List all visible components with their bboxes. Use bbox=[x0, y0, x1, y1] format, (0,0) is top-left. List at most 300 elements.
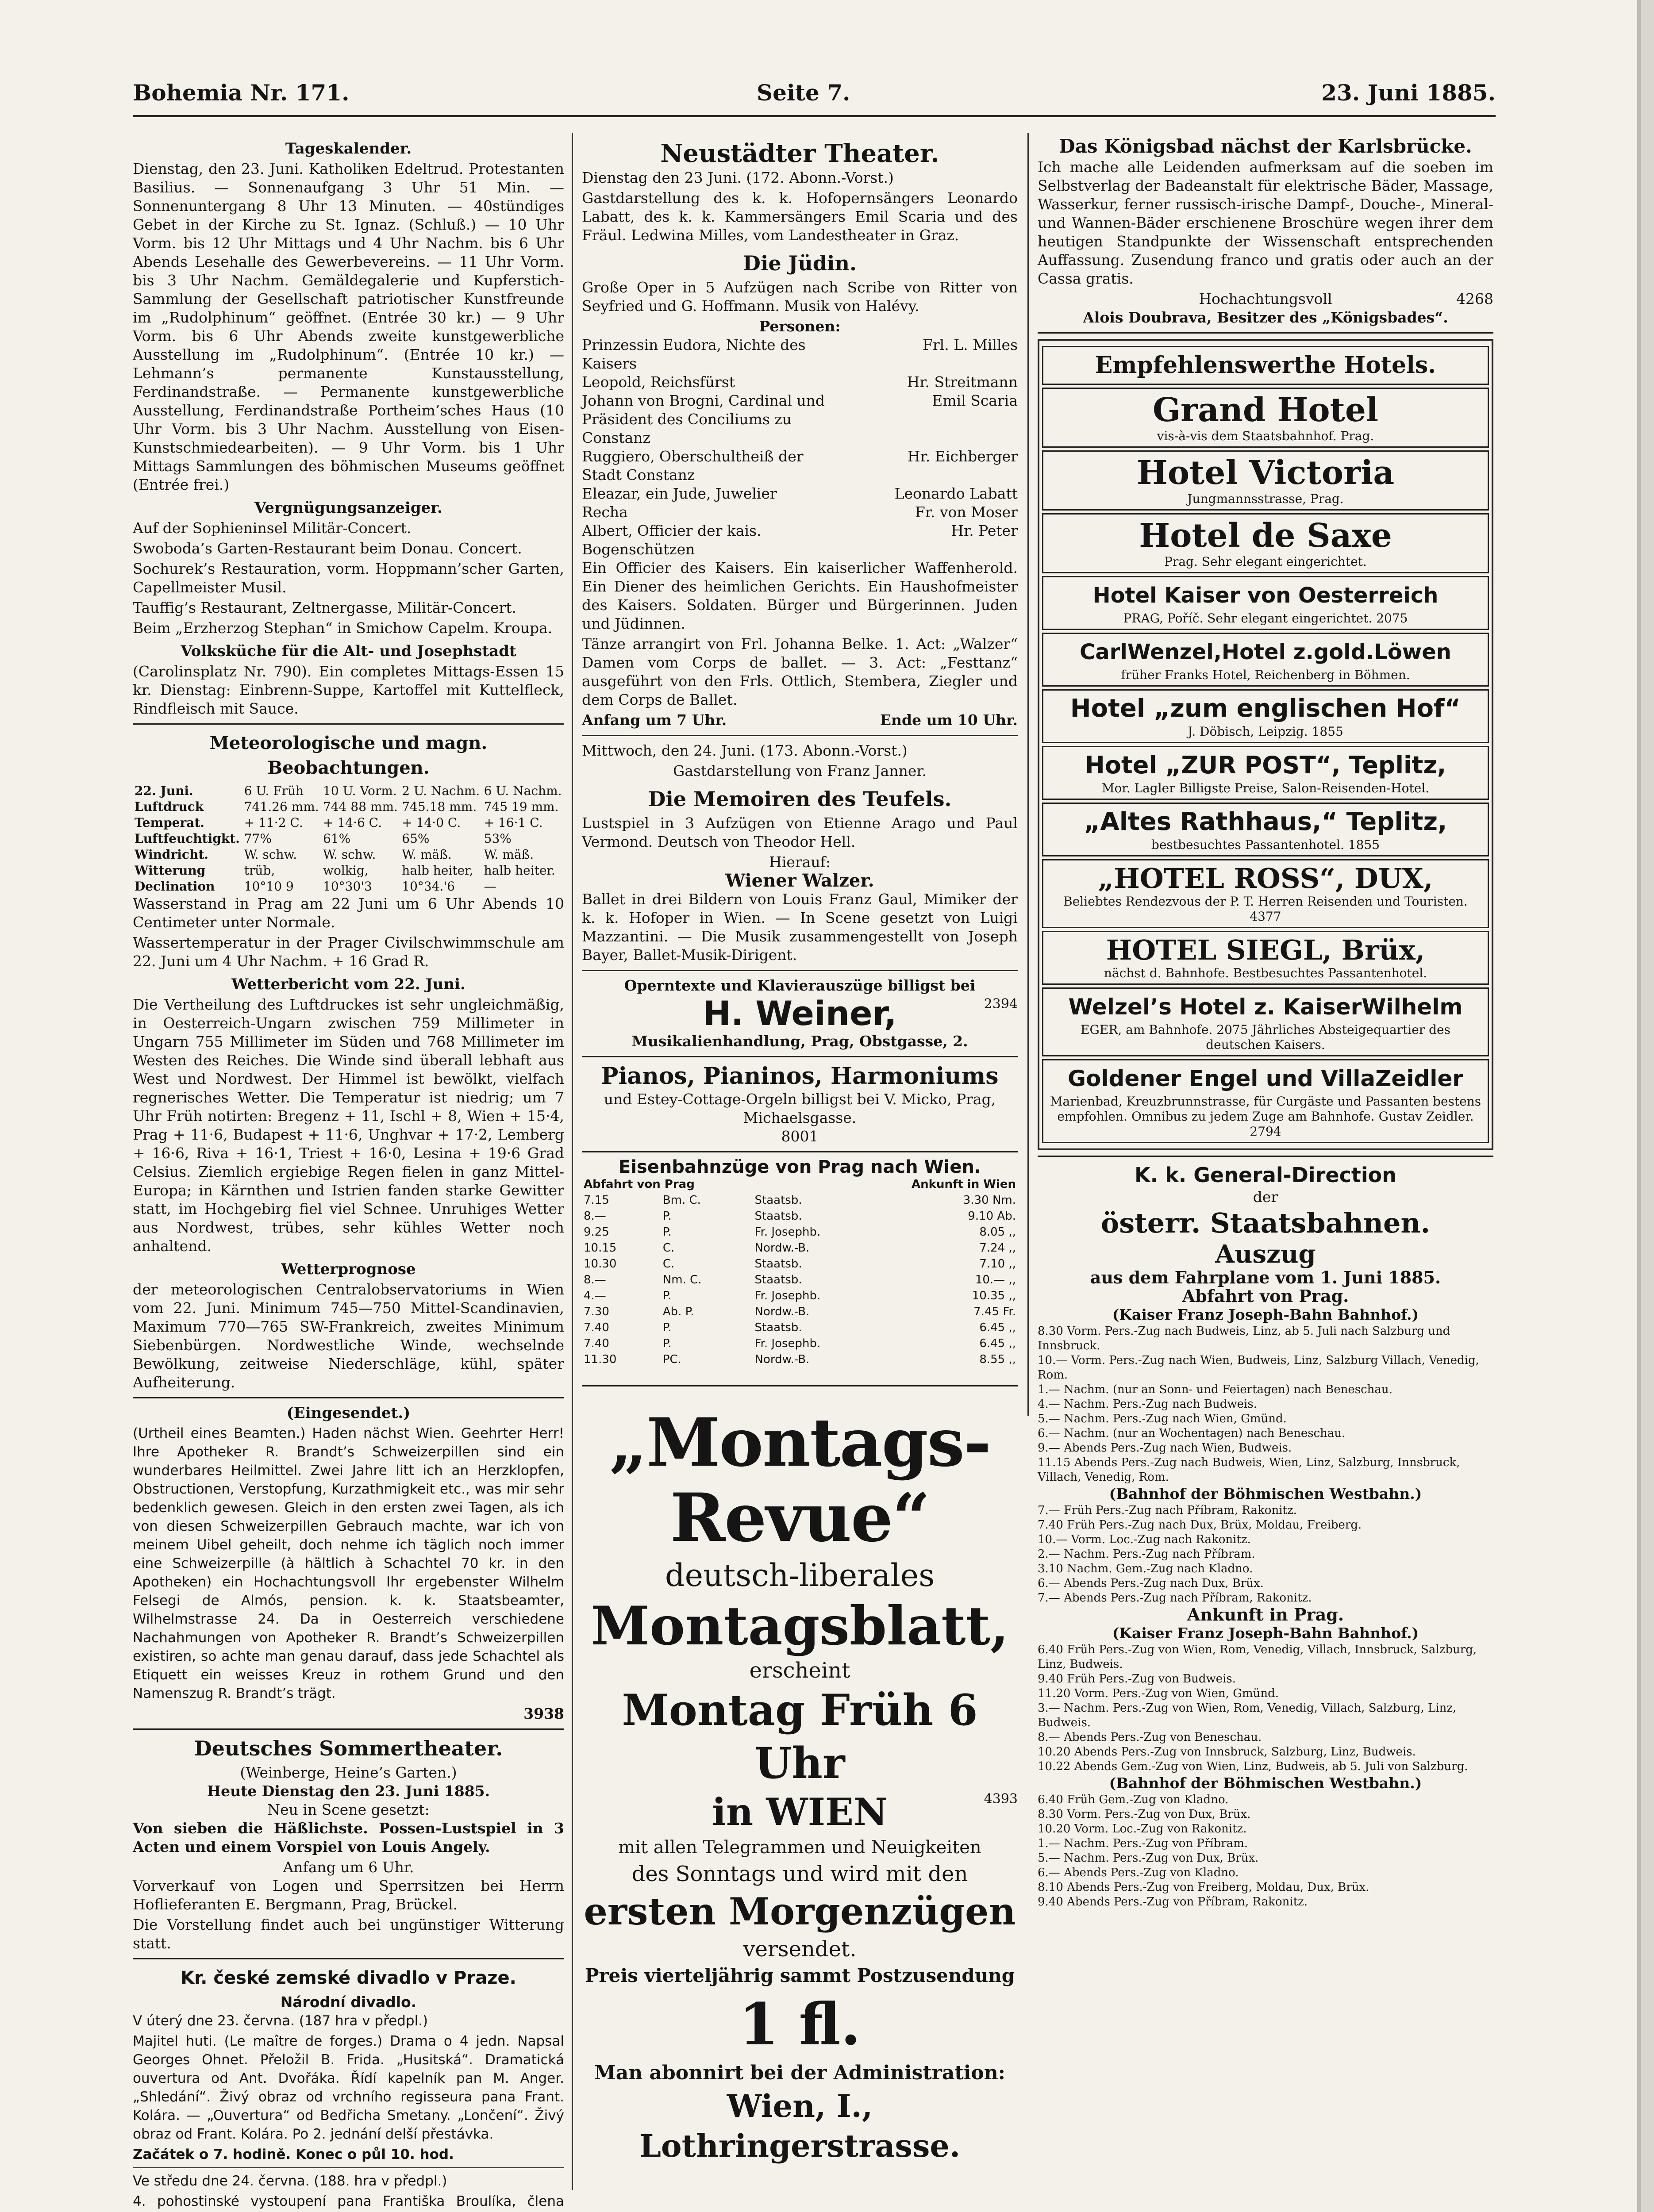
mr-addr: Wien, I., Lothringerstrasse. bbox=[639, 2088, 961, 2164]
meteo-cell: halb heiter. bbox=[484, 863, 555, 878]
weiner-line: Operntexte und Klavierauszüge billigst bei bbox=[624, 977, 976, 994]
eisenbahn-cell: Ab. P. bbox=[662, 1305, 694, 1318]
table-row bbox=[582, 1224, 1018, 1240]
list-item: 10.20 Abends Pers.-Zug von Innsbruck, Salzburg, Linz, Budweis. bbox=[1038, 1745, 1416, 1759]
montags-revue-ad bbox=[582, 1392, 1018, 2166]
koenigsbad-sig-row bbox=[1038, 290, 1493, 308]
hotel-name: Welzel’s Hotel z. KaiserWilhelm bbox=[1068, 994, 1463, 1020]
hotel-ad bbox=[1042, 987, 1489, 1056]
cast-actor: Emil Scaria bbox=[932, 392, 1018, 409]
koenigsbad-owner: Alois Doubrava, Besitzer des „Königsbades“. bbox=[1083, 309, 1448, 326]
hotel-ad bbox=[1042, 689, 1489, 743]
cast-row bbox=[582, 503, 1018, 522]
anfang-ende bbox=[582, 711, 1018, 730]
hotel-sub: früher Franks Hotel, Reichenberg in Böhmen. bbox=[1121, 668, 1410, 682]
header-right: 23. Juni 1885. bbox=[1321, 80, 1496, 106]
gd-bwb-list bbox=[1038, 1503, 1493, 1605]
meteo-cell: Declination bbox=[135, 879, 215, 894]
hotel-name: Hotel „ZUR POST“, Teplitz, bbox=[1085, 751, 1446, 779]
eisenbahn-cell: 9.25 bbox=[584, 1225, 609, 1239]
table-row bbox=[582, 1352, 1018, 1367]
table-row bbox=[133, 831, 564, 847]
hotel-sub: Beliebtes Rendezvous der P. T. Herren Reisenden und Touristen. 4377 bbox=[1063, 894, 1468, 924]
hotel-ad bbox=[1042, 633, 1489, 687]
cast-more: Ein Officier des Kaisers. Ein kaiserlicher Waffenherold. Ein Diener des heimlichen Gerichts. Ein Haushofmeister des Kaisers. Soldaten. Bürger und Bürgerinnen. Juden und Jüdinnen. bbox=[582, 559, 1018, 632]
hotel-name: HOTEL SIEGL, Brüx, bbox=[1106, 935, 1425, 966]
gd-oesterr: österr. Staatsbahnen. bbox=[1100, 1207, 1431, 1239]
sommertheater-vorverkauf: Vorverkauf von Logen und Sperrsitzen bei Herrn Hoflieferanten E. Bergmann, Prag, Brückel. bbox=[133, 1877, 564, 1913]
wetterprognose-text: der meteorologischen Centralobservatoriums in Wien vom 22. Juni. Minimum 745—750 Mittel-Scandinavien, Maximum 770—765 SW-Frankreich, zweites Minimum Siebenbürgen. Nordwestliche Winde, wechselnde Bewölkung, zeitweise Niederschläge, kühl, später Aufheiterung. bbox=[133, 1281, 564, 1391]
vergnuegung-item: Tauffig’s Restaurant, Zeltnergasse, Militär-Concert. bbox=[133, 599, 517, 616]
hotels-box bbox=[1038, 339, 1493, 1150]
eisenbahn-cell: 6.45 ,, bbox=[979, 1321, 1016, 1334]
list-item: 6.40 Früh Pers.-Zug von Wien, Rom, Venedig, Villach, Innsbruck, Salzburg, Linz, Budweis. bbox=[1038, 1643, 1477, 1671]
list-item: 7.40 Früh Pers.-Zug nach Dux, Brüx, Moldau, Freiberg. bbox=[1038, 1518, 1362, 1532]
koenigsbad-num: 4268 bbox=[1456, 290, 1493, 307]
meteo-cell: 77% bbox=[244, 831, 272, 846]
eingesendet-num: 3938 bbox=[523, 1705, 564, 1722]
cast-role: Leopold, Reichsfürst bbox=[582, 373, 735, 391]
cast-actor: Hr. Eichberger bbox=[907, 448, 1018, 465]
page-edge-shadow bbox=[1637, 0, 1641, 2212]
eisenbahn-cell: Nordw.-B. bbox=[754, 1353, 810, 1366]
hierauf: Hierauf: bbox=[769, 853, 831, 871]
eisenbahn-cell: 9.10 Ab. bbox=[968, 1210, 1016, 1223]
divider bbox=[582, 1151, 1018, 1152]
hotel-ad bbox=[1042, 931, 1489, 985]
list-item: 8.30 Vorm. Pers.-Zug nach Budweis, Linz, ab 5. Juli nach Salzburg und Innsbruck. bbox=[1038, 1325, 1450, 1352]
list-item: 8.10 Abends Pers.-Zug von Freiberg, Moldau, Dux, Brüx. bbox=[1038, 1881, 1369, 1894]
wetterprognose-title: Wetterprognose bbox=[281, 1260, 416, 1278]
meteo-cell: 744 88 mm. bbox=[323, 799, 398, 814]
meteo-cell: Temperat. bbox=[135, 815, 205, 830]
eisenbahn-cell: 7.15 bbox=[584, 1194, 609, 1207]
list-item: 5.— Nachm. Pers.-Zug nach Wien, Gmünd. bbox=[1038, 1412, 1287, 1425]
header-left: Bohemia Nr. 171. bbox=[133, 80, 350, 106]
hotel-ad bbox=[1042, 513, 1489, 573]
hotel-name: „HOTEL ROSS“, DUX, bbox=[1098, 863, 1433, 894]
hotel-sub: EGER, am Bahnhofe. 2075 Jährliches Absteigequartier des deutschen Kaisers. bbox=[1081, 1022, 1450, 1052]
page-edge bbox=[1641, 0, 1654, 2212]
hotel-sub: nächst d. Bahnhofe. Bestbesuchtes Passantenhotel. bbox=[1104, 966, 1427, 980]
table-row bbox=[582, 1336, 1018, 1352]
gd-kfj: (Kaiser Franz Joseph-Bahn Bahnhof.) bbox=[1112, 1306, 1419, 1323]
mr-zuegen: ersten Morgenzügen bbox=[584, 1889, 1016, 1933]
eisenbahn-cell: 10.30 bbox=[584, 1257, 617, 1271]
eingesendet-text: (Urtheil eines Beamten.) Haden nächst Wien. Geehrter Herr! Ihre Apotheker R. Brandt’s Schweizerpillen sind ein wunderbares Heilmittel. Zwei Jahre litt ich an Herzklopfen, Obstructionen, Verstopfung, Kurzathmigkeit etc., was mir sehr bedenklich gewesen. Gleich in den ersten zwei Tagen, als ich von diesen Schweizerpillen Gebrauch machte, war ich von meinem Uibel geheilt, doch nehme ich täglich noch immer eine Schweizerpille (à hältlich à Schachtel 70 kr. in den Apotheken) ein Hochachtungsvoll Ihr ergebenster Wilhelm Felsegi de Almós, pension. k. k. Staatsbeamter, Wilhelmstrasse 24. Da in Oesterreich verschiedene Nachahmungen von Apotheker R. Brandt’s Schweizerpillen existiren, so achte man genau darauf, dass jede Schachtel als Etiquett ein weisses Kreuz in rothem Grund und den Namenszug R. Brandt’s trägt. bbox=[133, 1425, 564, 1701]
cast-role: Eleazar, ein Jude, Juwelier bbox=[582, 485, 777, 502]
list-item: 10.— Vorm. Loc.-Zug nach Rakonitz. bbox=[1038, 1533, 1251, 1546]
hotel-name: Grand Hotel bbox=[1152, 392, 1379, 429]
meteo-header-row bbox=[133, 783, 564, 799]
meteo-cell: 61% bbox=[323, 831, 351, 846]
sommertheater-note: Die Vorstellung findet auch bei ungünstiger Witterung statt. bbox=[133, 1916, 564, 1952]
cast-role: Prinzessin Eudora, Nichte des Kaisers bbox=[582, 336, 806, 372]
column-2 bbox=[582, 135, 1018, 2166]
eisenbahn-cell: P. bbox=[662, 1289, 672, 1302]
sommertheater-sub: (Weinberge, Heine’s Garten.) bbox=[240, 1764, 457, 1781]
neustadt-text: Gastdarstellung des k. k. Hofopernsängers Leonardo Labatt, des k. k. Kammersängers Emil Scaria und des Fräul. Ledwina Milles, vom Landestheater in Graz. bbox=[582, 189, 1018, 244]
eisenbahn-cell: Staatsb. bbox=[754, 1321, 802, 1334]
meteo-cell: Windricht. bbox=[135, 847, 209, 862]
meteo-cell: 10°10 9 bbox=[244, 879, 294, 894]
gd-abfahrt: Abfahrt von Prag. bbox=[1182, 1286, 1349, 1306]
sommertheater-date: Heute Dienstag den 23. Juni 1885. bbox=[207, 1782, 490, 1800]
weiner-addr: Musikalienhandlung, Prag, Obstgasse, 2. bbox=[631, 1033, 968, 1050]
meteo-cell: W. schw. bbox=[323, 847, 376, 862]
meteo-cell: 741.26 mm. bbox=[244, 799, 319, 814]
list-item: 2.— Nachm. Pers.-Zug nach Příbram. bbox=[1038, 1548, 1255, 1561]
eisenbahn-cell: 7.40 bbox=[584, 1321, 609, 1334]
eisenbahn-cell: 8.— bbox=[584, 1273, 606, 1286]
table-row bbox=[582, 1192, 1018, 1208]
eisenbahn-cell: 7.10 ,, bbox=[979, 1257, 1016, 1271]
hotel-name: Hotel Kaiser von Oesterreich bbox=[1092, 583, 1439, 608]
koenigsbad-title: Das Königsbad nächst der Karlsbrücke. bbox=[1059, 135, 1472, 157]
pianos-title: Pianos, Pianinos, Harmoniums bbox=[601, 1063, 999, 1090]
hotel-sub: vis-à-vis dem Staatsbahnhof. Prag. bbox=[1157, 429, 1374, 443]
gd-ank-list bbox=[1038, 1643, 1493, 1774]
cast-actor: Frl. L. Milles bbox=[922, 336, 1018, 353]
divider bbox=[582, 1056, 1018, 1057]
list-item: 7.— Früh Pers.-Zug nach Příbram, Rakonitz. bbox=[1038, 1504, 1297, 1517]
mr-preis: Preis vierteljährig sammt Postzusendung bbox=[585, 1965, 1015, 1986]
eisenbahn-cell: 3.30 Nm. bbox=[963, 1194, 1016, 1207]
gd-der: der bbox=[1253, 1188, 1278, 1206]
divider bbox=[582, 735, 1018, 736]
meteo-cell: + 11·2 C. bbox=[244, 815, 303, 830]
eisenbahn-cell: C. bbox=[662, 1257, 675, 1271]
czech-line2: Ve středu dne 24. června. (188. hra v předpl.) bbox=[133, 2173, 447, 2189]
meteo-cell: 10°34.'6 bbox=[402, 879, 455, 894]
meteo-cell: trüb, bbox=[244, 863, 275, 878]
mr-abonniert: Man abonnirt bei der Administration: bbox=[594, 2062, 1005, 2084]
divider bbox=[582, 1385, 1018, 1386]
eisenbahn-cell: 7.40 bbox=[584, 1337, 609, 1350]
wassertemp: Wassertemperatur in der Prager Civilschwimmschule am 22. Juni um 4 Uhr Nachm. + 16 Grad R. bbox=[133, 934, 564, 970]
gd-ankunft: Ankunft in Prag. bbox=[1187, 1605, 1344, 1624]
eisenbahn-cell: Fr. Josephb. bbox=[754, 1289, 821, 1302]
mr-erscheint: erscheint bbox=[749, 1658, 850, 1683]
czech-theatre-sub: Národní divadlo. bbox=[280, 1993, 417, 2011]
juedin-title: Die Jüdin. bbox=[743, 251, 857, 275]
meteo-header-cell: 6 U. Früh bbox=[244, 783, 304, 798]
table-row bbox=[582, 1272, 1018, 1288]
mr-sonntags: des Sonntags und wird mit den bbox=[631, 1862, 968, 1886]
hotel-ad bbox=[1042, 859, 1489, 928]
eisenbahn-cell: 7.30 bbox=[584, 1305, 609, 1318]
eisenbahn-header-cell: Ankunft in Wien bbox=[912, 1178, 1016, 1191]
meteo-table bbox=[133, 783, 564, 895]
meteo-cell: 53% bbox=[484, 831, 512, 846]
weiner-name: H. Weiner, bbox=[703, 994, 897, 1033]
cast-role: Ruggiero, Oberschultheiß der Stadt Constanz bbox=[582, 448, 804, 484]
cast-actor: Leonardo Labatt bbox=[894, 485, 1018, 502]
lustspiel-text: Lustspiel in 3 Aufzügen von Etienne Arago und Paul Vermond. Deutsch von Theodor Hell. bbox=[582, 814, 1018, 850]
hotel-name: Hotel „zum englischen Hof“ bbox=[1070, 694, 1461, 723]
eisenbahn-cell: 10.15 bbox=[584, 1241, 617, 1255]
mr-versendet: versendet. bbox=[743, 1937, 857, 1962]
hotel-sub: Mor. Lagler Billigste Preise, Salon-Reisenden-Hotel. bbox=[1101, 781, 1430, 795]
cast-role: Johann von Brogni, Cardinal und Präsident des Conciliums zu Constanz bbox=[582, 392, 825, 446]
meteo-cell: wolkig, bbox=[323, 863, 369, 878]
eisenbahn-cell: Nordw.-B. bbox=[754, 1305, 810, 1318]
ballet-text: Ballet in drei Bildern von Louis Franz Gaul, Mimiker der k. k. Hofoper in Wien. — In Scene gesetzt von Luigi Mazzantini. — Die Musik zusammengestellt von Joseph Bayer, Ballet-Musik-Dirigent. bbox=[582, 891, 1018, 964]
ende: Ende um 10 Uhr. bbox=[880, 711, 1018, 729]
cast-actor: Hr. Peter bbox=[951, 522, 1018, 539]
list-item: 11.15 Abends Pers.-Zug nach Budweis, Wien, Linz, Salzburg, Innsbruck, Villach, Venedig, Rom. bbox=[1038, 1456, 1460, 1484]
hotel-ad bbox=[1042, 746, 1489, 800]
sommertheater-neu: Neu in Scene gesetzt: bbox=[267, 1801, 430, 1818]
mr-num: 4393 bbox=[984, 1791, 1018, 1807]
divider bbox=[133, 2167, 564, 2168]
list-item: 3.10 Nachm. Gem.-Zug nach Kladno. bbox=[1038, 1562, 1253, 1575]
list-item: 9.40 Abends Pers.-Zug von Příbram, Rakonitz. bbox=[1038, 1895, 1308, 1909]
list-item: 5.— Nachm. Pers.-Zug von Dux, Brüx. bbox=[1038, 1851, 1259, 1865]
weiner-row bbox=[582, 995, 1018, 1032]
hotel-ad bbox=[1042, 450, 1489, 511]
eisenbahn-cell: Staatsb. bbox=[754, 1273, 802, 1286]
list-item: 10.20 Vorm. Loc.-Zug von Rakonitz. bbox=[1038, 1822, 1247, 1836]
mr-wien: in WIEN bbox=[712, 1790, 888, 1834]
mr-deutsch: deutsch-liberales bbox=[665, 1557, 935, 1594]
sommertheater-play: Von sieben die Häßlichste. Possen-Lustspiel in 3 Acten und einem Vorspiel von Louis Angely. bbox=[133, 1820, 564, 1855]
eisenbahn-cell: Staatsb. bbox=[754, 1257, 802, 1271]
meteo-cell: W. mäß. bbox=[484, 847, 534, 862]
personen-title: Personen: bbox=[759, 318, 841, 335]
table-row bbox=[133, 815, 564, 831]
vergnuegung-item: Auf der Sophieninsel Militär-Concert. bbox=[133, 519, 412, 537]
pianos-text: und Estey-Cottage-Orgeln billigst bei V. Micko, Prag, Michaelsgasse. bbox=[604, 1091, 996, 1126]
cast-row bbox=[582, 447, 1018, 484]
tageskalender-text: Dienstag, den 23. Juni. Katholiken Edeltrud. Protestanten Basilius. — Sonnenaufgang 3 Uhr 51 Min. — Sonnenuntergang 8 Uhr 13 Minuten. — 40stündiges Gebet in der Kirche zu St. Ignaz. (Schluß.) — 10 Uhr Vorm. bis 12 Uhr Mittags und 4 Uhr Nachm. bis 6 Uhr Abends Lesehalle des Gewerbevereins. — 11 Uhr Vorm. bis 3 Uhr Nachm. Gemäldegalerie und Kupferstich-Sammlung der Gesellschaft patriotischer Kunstfreunde im „Rudolphinum“ geöffnet. (Entrée 30 kr.) — 9 Uhr Vorm. bis 6 Uhr Abends zweite kunstgewerbliche Ausstellung im „Rudolphinum“. (Entrée 10 kr.) — Lehmann’s permanente Kunstausstellung, Ferdinandstraße. — Permanente kunstgewerbliche Ausstellung, Ferdinandstraße Portheim’sches Haus (10 Uhr Vorm. bis 3 Uhr Nachm. Ausstellung von Eisen-Kunstschmiedearbeiten). — 9 Uhr Vorm. bis 1 Uhr Mittags Sammlungen des böhmischen Museums geöffnet (Entrée frei.) bbox=[133, 160, 564, 493]
table-row bbox=[582, 1208, 1018, 1224]
vergnuegung-item: Beim „Erzherzog Stephan“ in Smichow Capelm. Kroupa. bbox=[133, 619, 553, 637]
cast-row bbox=[582, 392, 1018, 447]
meteo-cell: — bbox=[484, 879, 496, 894]
gd-kfj-list bbox=[1038, 1324, 1493, 1485]
meteo-header-cell: 10 U. Vorm. bbox=[323, 783, 397, 798]
eisenbahn-cell: P. bbox=[662, 1210, 672, 1223]
meteo-cell: Luftdruck bbox=[135, 799, 204, 814]
list-item: 1.— Nachm. (nur an Sonn- und Feiertagen) nach Beneschau. bbox=[1038, 1383, 1392, 1396]
list-item: 10.22 Abends Gem.-Zug von Wien, Linz, Budweis, ab 5. Juli von Salzburg. bbox=[1038, 1760, 1468, 1773]
header-center: Seite 7. bbox=[757, 80, 850, 106]
gd-bwb: (Bahnhof der Böhmischen Westbahn.) bbox=[1109, 1485, 1422, 1502]
vergnuegung-item: Swoboda’s Garten-Restaurant beim Donau. Concert. bbox=[133, 540, 522, 557]
meteo-cell: halb heiter, bbox=[402, 863, 473, 878]
eisenbahn-cell: P. bbox=[662, 1321, 672, 1334]
cast-role: Recha bbox=[582, 503, 628, 521]
eisenbahn-cell: C. bbox=[662, 1241, 675, 1255]
vergnuegung-title: Vergnügungsanzeiger. bbox=[254, 499, 442, 517]
column-1 bbox=[133, 135, 564, 2212]
hotel-name: Hotel de Saxe bbox=[1139, 517, 1392, 554]
tageskalender-title: Tageskalender. bbox=[285, 140, 412, 157]
hotels-title: Empfehlenswerthe Hotels. bbox=[1095, 352, 1436, 379]
pianos-num: 8001 bbox=[781, 1128, 819, 1145]
list-item: 3.— Nachm. Pers.-Zug von Wien, Rom, Venedig, Villach, Salzburg, Linz, Budweis. bbox=[1038, 1701, 1457, 1729]
eisenbahn-cell: Nm. C. bbox=[662, 1273, 702, 1286]
list-item: 8.30 Vorm. Pers.-Zug von Dux, Brüx. bbox=[1038, 1808, 1251, 1821]
meteo-cell: 745.18 mm. bbox=[402, 799, 477, 814]
cast-actor: Hr. Streitmann bbox=[907, 373, 1018, 391]
sommertheater-title: Deutsches Sommertheater. bbox=[194, 1736, 503, 1760]
page-header bbox=[133, 80, 1496, 117]
czech-line1: V úterý dne 23. června. (187 hra v předpl.) bbox=[133, 2013, 428, 2029]
table-row bbox=[133, 799, 564, 815]
list-item: 9.40 Früh Pers.-Zug von Budweis. bbox=[1038, 1672, 1236, 1686]
hotels-title-box bbox=[1042, 346, 1489, 385]
hotel-sub: Marienbad, Kreuzbrunnstrasse, für Curgäste und Passanten bestens empfohlen. Omnibus zu jedem Zuge am Bahnhofe. Gustav Zeidler. 2794 bbox=[1050, 1094, 1481, 1139]
table-row bbox=[582, 1304, 1018, 1320]
list-item: 6.40 Früh Gem.-Zug von Kladno. bbox=[1038, 1793, 1229, 1806]
meteo-cell: + 14·0 C. bbox=[402, 815, 461, 830]
gd-auszug: Auszug bbox=[1215, 1240, 1316, 1269]
eisenbahn-header-cell: Abfahrt von Prag bbox=[584, 1178, 695, 1191]
hotel-name: Goldener Engel und VillaZeidler bbox=[1068, 1066, 1463, 1091]
cast-role: Albert, Officier der kais. Bogenschützen bbox=[582, 522, 762, 558]
meteo-cell: + 14·6 C. bbox=[323, 815, 382, 830]
list-item: 6.— Abends Pers.-Zug von Kladno. bbox=[1038, 1866, 1239, 1879]
eisenbahn-cell: Staatsb. bbox=[754, 1210, 802, 1223]
memoiren-title: Die Memoiren des Teufels. bbox=[648, 787, 952, 811]
table-row bbox=[133, 863, 564, 879]
koenigsbad-text: Ich mache alle Leidenden aufmerksam auf die soeben im Selbstverlag der Badeanstalt für elektrische Bäder, Massage, Wasserkur, ferner russisch-irische Dampf-, Douche-, Mineral- und Wannen-Bäder erschienene Broschüre wegen ihrer dem heutigen Standpunkte der Wissenschaft entsprechenden Auffassung. Zusendung franco und gratis oder auch an der Cassa gratis. bbox=[1038, 158, 1493, 287]
divider bbox=[1038, 1156, 1493, 1157]
divider bbox=[1038, 332, 1493, 334]
eisenbahn-cell: 7.45 Fr. bbox=[973, 1305, 1016, 1318]
meteo-header-cell: 6 U. Nachm. bbox=[484, 783, 562, 798]
divider bbox=[133, 1397, 564, 1398]
eisenbahn-cell: Fr. Josephb. bbox=[754, 1337, 821, 1350]
meteo-cell: W. mäß. bbox=[402, 847, 452, 862]
cast-row bbox=[582, 373, 1018, 392]
mr-frueh: Montag Früh 6 Uhr bbox=[622, 1685, 978, 1788]
eisenbahn-cell: 8.— bbox=[584, 1210, 606, 1223]
cast-row bbox=[582, 336, 1018, 373]
wetterbericht-title: Wetterbericht vom 22. Juni. bbox=[231, 975, 465, 993]
meteo-title: Meteorologische und magn. Beobachtungen. bbox=[209, 733, 488, 778]
column-3 bbox=[1038, 135, 1493, 1909]
eisenbahn-cell: Fr. Josephb. bbox=[754, 1225, 821, 1239]
table-row bbox=[133, 879, 564, 895]
table-row bbox=[582, 1288, 1018, 1304]
hotel-sub: Prag. Sehr elegant eingerichtet. bbox=[1164, 554, 1367, 569]
volkskueche-text: (Carolinsplatz Nr. 790). Ein completes Mittags-Essen 15 kr. Dienstag: Einbrenn-Suppe, Kartoffel mit Kuttelfleck, Rindfleisch mit Sauce. bbox=[133, 663, 564, 717]
czech-zacatek: Začátek o 7. hodině. Konec o půl 10. hod. bbox=[133, 2147, 454, 2162]
czech-text2: 4. pohostinské vystoupení pana Františka Broulíka, člena bbox=[133, 2193, 564, 2209]
czech-theatre-title: Kr. české zemské divadlo v Praze. bbox=[181, 1968, 516, 1988]
hotel-name: Hotel Victoria bbox=[1136, 454, 1395, 492]
table-row bbox=[582, 1320, 1018, 1336]
weiner-num: 2394 bbox=[984, 996, 1018, 1012]
gd-fahrplan: aus dem Fahrplane vom 1. Juni 1885. bbox=[1090, 1267, 1441, 1287]
wasserstand: Wasserstand in Prag am 22 Juni um 6 Uhr Abends 10 Centimeter unter Normale. bbox=[133, 895, 564, 931]
meteo-cell: Luftfeuchtigkt. bbox=[135, 831, 240, 846]
eisenbahn-cell: Staatsb. bbox=[754, 1194, 802, 1207]
divider bbox=[582, 970, 1018, 971]
eisenbahn-cell: Nordw.-B. bbox=[754, 1241, 810, 1255]
cast-row bbox=[582, 484, 1018, 503]
list-item: 4.— Nachm. Pers.-Zug nach Budweis. bbox=[1038, 1398, 1257, 1411]
eisenbahn-header-row bbox=[582, 1176, 1018, 1192]
hotel-ad bbox=[1042, 576, 1489, 630]
mr-montagsblatt: Montagsblatt, bbox=[591, 1595, 1009, 1657]
oper-text: Große Oper in 5 Aufzügen nach Scribe von Ritter von Seyfried und G. Hoffmann. Musik von Halévy. bbox=[582, 279, 1018, 315]
column-rule-1 bbox=[572, 133, 573, 2190]
eisenbahn-cell: P. bbox=[662, 1337, 672, 1350]
divider bbox=[133, 1958, 564, 1959]
meteo-cell: 65% bbox=[402, 831, 430, 846]
list-item: 6.— Nachm. (nur an Wochentagen) nach Beneschau. bbox=[1038, 1427, 1346, 1440]
meteo-cell: + 16·1 C. bbox=[484, 815, 543, 830]
meteo-cell: 745 19 mm. bbox=[484, 799, 559, 814]
table-row bbox=[582, 1240, 1018, 1256]
volkskueche-title: Volksküche für die Alt- und Josephstadt bbox=[181, 642, 516, 660]
list-item: 9.— Abends Pers.-Zug nach Wien, Budweis. bbox=[1038, 1441, 1292, 1455]
eisenbahn-title: Eisenbahnzüge von Prag nach Wien. bbox=[618, 1157, 981, 1177]
taenze-text: Tänze arrangirt von Frl. Johanna Belke. 1. Act: „Walzer“ Damen vom Corps de ballet. — 3. Act: „Festtanz“ ausgeführt von den Frls. Ottlich, Stembera, Ziegler und dem Corps de Ballet. bbox=[582, 635, 1018, 708]
list-item: 6.— Abends Pers.-Zug nach Dux, Brüx. bbox=[1038, 1577, 1264, 1590]
meteo-cell: Witterung bbox=[135, 863, 206, 878]
mr-price: 1 fl. bbox=[739, 1990, 861, 2058]
eisenbahn-cell: Bm. C. bbox=[662, 1194, 701, 1207]
sommertheater-anfang: Anfang um 6 Uhr. bbox=[283, 1859, 414, 1876]
eisenbahn-cell: 11.30 bbox=[584, 1353, 617, 1366]
mr-tele: mit allen Telegrammen und Neuigkeiten bbox=[618, 1837, 981, 1858]
walzer-title: Wiener Walzer. bbox=[725, 870, 874, 891]
gd-bwb2-list bbox=[1038, 1793, 1493, 1909]
gd-title: K. k. General-Direction bbox=[1135, 1163, 1396, 1187]
hotel-sub: J. Döbisch, Leipzig. 1855 bbox=[1188, 724, 1343, 739]
mr-title: „Montags-Revue“ bbox=[609, 1404, 991, 1557]
list-item: 8.— Abends Pers.-Zug von Beneschau. bbox=[1038, 1731, 1262, 1744]
hotel-sub: Jungmannsstrasse, Prag. bbox=[1187, 492, 1344, 506]
eisenbahn-cell: 10.35 ,, bbox=[972, 1289, 1016, 1302]
neustadt-date: Dienstag den 23 Juni. (172. Abonn.-Vorst.) bbox=[582, 169, 894, 186]
hotel-name: CarlWenzel,Hotel z.gold.Löwen bbox=[1080, 640, 1451, 664]
hotel-ad bbox=[1042, 388, 1489, 448]
meteo-header-cell: 2 U. Nachm. bbox=[402, 783, 480, 798]
anfang: Anfang um 7 Uhr. bbox=[582, 711, 727, 729]
cast-row bbox=[582, 522, 1018, 559]
hotel-ad bbox=[1042, 1059, 1489, 1143]
table-row bbox=[133, 847, 564, 863]
hotel-sub: PRAG, Poříč. Sehr elegant eingerichtet. 2075 bbox=[1123, 611, 1408, 626]
koenigsbad-sig: Hochachtungsvoll bbox=[1199, 290, 1332, 307]
column-rule-2 bbox=[1027, 133, 1029, 1416]
table-row bbox=[582, 1256, 1018, 1272]
eisenbahn-table bbox=[582, 1176, 1018, 1367]
gast-text: Gastdarstellung von Franz Janner. bbox=[673, 762, 927, 780]
mittwoch-date: Mittwoch, den 24. Juni. (173. Abonn.-Vorst.) bbox=[582, 742, 908, 759]
wetterbericht-text: Die Vertheilung des Luftdruckes ist sehr ungleichmäßig, in Oesterreich-Ungarn zwischen 759 Millimeter in Ungarn 755 Millimeter im Süden und 768 Millimeter im Westen des Reiches. Die Winde sind überall lebhaft aus West und Nordwest. Der Himmel ist bewölkt, vielfach regnerisches Wetter. Die Temperatur ist niedrig; um 7 Uhr Früh notirten: Bregenz + 11, Ischl + 8, Wien + 15·4, Prag + 11·6, Budapest + 11·6, Unghvar + 17·2, Lemberg + 16·6, Riva + 16·1, Triest + 16·0, Lesina + 19·6 Grad Celsius. Ziemlich ergiebige Regen fielen in ganz Mittel-Europa; in Kärnthen und Istrien fanden starke Gewitter statt, im Hochgebirg fiel viel Schnee. Unruhiges Wetter aus Nordwest, trübes, sehr kühles Wetter noch anhaltend. bbox=[133, 996, 564, 1255]
meteo-cell: 10°30'3 bbox=[323, 879, 372, 894]
mr-wien-row bbox=[582, 1790, 1018, 1834]
hotel-name: „Altes Rathhaus,“ Teplitz, bbox=[1084, 807, 1447, 836]
hotel-sub: bestbesuchtes Passantenhotel. 1855 bbox=[1151, 837, 1380, 852]
eisenbahn-cell: 10.— ,, bbox=[975, 1273, 1016, 1286]
eisenbahn-cell: P. bbox=[662, 1225, 672, 1239]
divider bbox=[133, 723, 564, 725]
eisenbahn-cell: 7.24 ,, bbox=[979, 1241, 1016, 1255]
vergnuegung-item: Sochurek’s Restauration, vorm. Hoppmann’scher Garten, Capellmeister Musil. bbox=[133, 560, 564, 596]
meteo-header-cell: 22. Juni. bbox=[135, 783, 193, 798]
czech-text: Majitel huti. (Le maître de forges.) Drama o 4 jedn. Napsal Georges Ohnet. Přeložil B. Frida. „Husitská“. Dramatická ouvertura od Ant. Dvořáka. Řídí kapelník pan M. Anger. „Shledání“. Živý obraz od vrchního regisseura pana Frant. Kolára. — „Ouvertura“ od Bedřicha Smetany. „Lončení“. Živý obraz od Frant. Kolára. Po 2. jednání delší přestávka. bbox=[133, 2033, 564, 2142]
eisenbahn-cell: 8.05 ,, bbox=[979, 1225, 1016, 1239]
eisenbahn-cell: 6.45 ,, bbox=[979, 1337, 1016, 1350]
